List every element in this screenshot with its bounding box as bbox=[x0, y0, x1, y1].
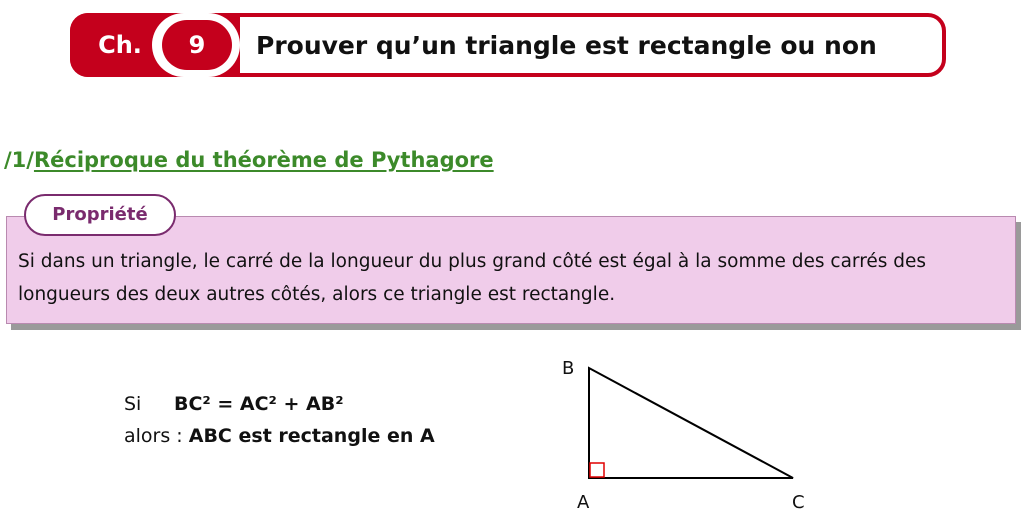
vertex-label-a: A bbox=[577, 492, 590, 513]
section-title: Réciproque du théorème de Pythagore bbox=[33, 148, 494, 172]
section-number: /1/ bbox=[4, 148, 34, 172]
vertex-label-c: C bbox=[792, 492, 805, 513]
example-hypothesis bbox=[124, 390, 344, 418]
example-conclusion-line bbox=[124, 422, 435, 450]
example-si: Si bbox=[124, 393, 142, 415]
example-conclusion: ABC est rectangle en A bbox=[188, 425, 435, 447]
right-angle-marker bbox=[590, 463, 604, 477]
chapter-number: 9 bbox=[162, 20, 232, 70]
example-alors: alors : bbox=[124, 425, 183, 447]
vertex-label-b: B bbox=[562, 358, 575, 379]
example-equation: BC² = AC² + AB² bbox=[174, 393, 344, 415]
section-heading bbox=[4, 144, 494, 176]
triangle-abc bbox=[589, 368, 793, 478]
property-text: Si dans un triangle, le carré de la longueur du plus grand côté est égal à la somme des carrés des longueurs des deux autres côtés, alors ce triangle est rectangle. bbox=[18, 251, 927, 305]
property-tag: Propriété bbox=[24, 194, 176, 236]
chapter-title: Prouver qu’un triangle est rectangle ou non bbox=[256, 31, 877, 60]
chapter-label: Ch. bbox=[98, 31, 142, 59]
